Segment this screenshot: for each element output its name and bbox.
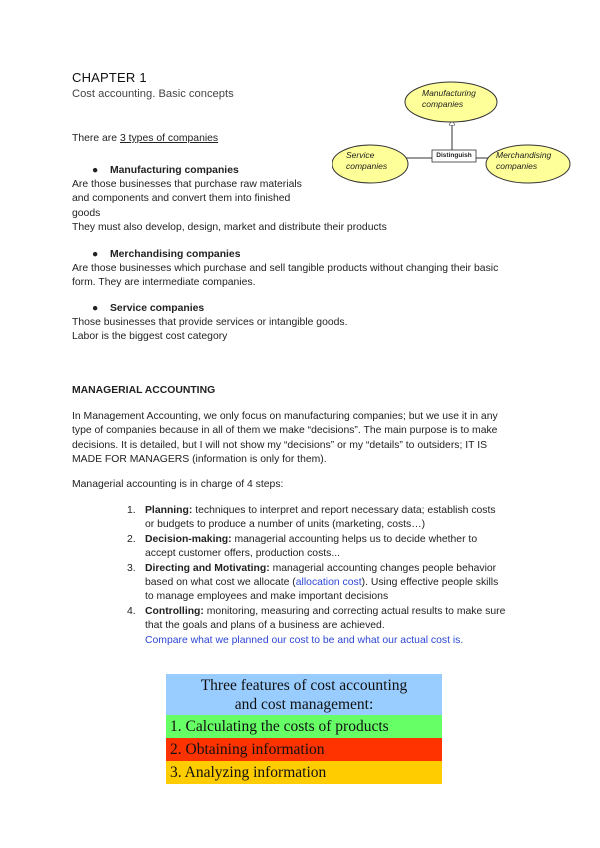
step-term: Decision-making: <box>145 533 232 545</box>
step-term: Planning: <box>145 505 193 516</box>
intro-line <box>72 132 218 146</box>
managerial-heading: MANAGERIAL ACCOUNTING <box>72 385 216 396</box>
bullet-dot: ● <box>92 303 99 314</box>
feature-item-3: 3. Analyzing information <box>166 761 442 784</box>
types-link: 3 types of companies <box>119 133 219 144</box>
step-term: Controlling: <box>145 605 204 617</box>
step-text: ). Using effective people skills <box>361 577 499 589</box>
text-line: They must also develop, design, market and distribute their products <box>72 222 387 234</box>
step-planning <box>127 504 535 533</box>
step-text: managerial accounting changes people behavior <box>269 562 497 574</box>
chapter-title: CHAPTER 1 <box>72 70 147 85</box>
text-line: In Management Accounting, we only focus on manufacturing companies; but we use it in any <box>72 411 498 422</box>
step-text: or budgets to produce a number of units (marketing, costs…) <box>145 519 426 531</box>
step-controlling <box>127 605 535 648</box>
feature-item-2: 2. Obtaining information <box>166 738 442 761</box>
step-number: 2. <box>127 533 136 545</box>
steps-list <box>127 504 535 648</box>
features-title-line: and cost management: <box>234 696 374 713</box>
step-text: monitoring, measuring and correcting actual results to make sure <box>203 605 506 617</box>
text-line: MADE FOR MANAGERS (information is only for them). <box>72 454 327 466</box>
feature-item-1: 1. Calculating the costs of products <box>166 715 442 738</box>
step-term: Directing and Motivating: <box>145 562 270 574</box>
text-line: type of companies because in all of them we make “decisions”. The main purpose is to make <box>72 425 498 437</box>
merchandising-description <box>72 262 498 291</box>
bullet-merchandising <box>92 248 241 262</box>
diagram-merchandising-label: Merchandising companies <box>496 150 552 171</box>
step-text: to manage employees and make important decisions <box>145 591 389 603</box>
bullet-merchandising-title: Merchandising companies <box>110 249 241 260</box>
features-title <box>166 674 442 715</box>
intro-prefix: There are <box>72 133 120 144</box>
text-line: Those businesses that provide services or intangible goods. <box>72 317 348 328</box>
text-line: and components and convert them into finished <box>72 193 291 205</box>
text-line: Are those businesses that purchase raw materials <box>72 179 302 190</box>
step-decision-making <box>127 533 535 562</box>
allocation-cost-link: allocation cost <box>295 577 362 589</box>
text-line: goods <box>72 207 101 219</box>
text-line: decisions. It is detailed, but I will not show my “decisions” or my “details” to outsiders; IT IS <box>72 439 488 451</box>
diagram-distinguish-label: Distinguish <box>436 152 472 159</box>
diagram-service-label: Service companies <box>346 150 388 171</box>
step-text: that the goals and plans of a business are achieved. <box>145 620 385 632</box>
company-types-diagram <box>332 80 572 190</box>
bullet-manufacturing <box>92 164 239 178</box>
steps-intro: Managerial accounting is in charge of 4 steps: <box>72 479 284 490</box>
step-text: based on what cost we allocate ( <box>145 577 296 589</box>
bullet-service <box>92 302 205 316</box>
step-text: managerial accounting helps us to decide whether to <box>231 533 478 545</box>
text-line: Are those businesses which purchase and sell tangible products without changing their basic <box>72 263 499 274</box>
managerial-paragraph <box>72 410 498 468</box>
text-line: form. They are intermediate companies. <box>72 277 256 289</box>
step-number: 3. <box>127 562 136 574</box>
bullet-manufacturing-title: Manufacturing companies <box>110 165 239 176</box>
bullet-dot: ● <box>92 249 99 260</box>
features-box <box>166 674 442 784</box>
bullet-dot: ● <box>92 165 99 176</box>
step-directing <box>127 562 535 605</box>
step-text: accept customer offers, production costs... <box>145 548 341 560</box>
features-title-line: Three features of cost accounting <box>200 677 408 694</box>
chapter-subtitle: Cost accounting. Basic concepts <box>72 88 234 100</box>
compare-note: Compare what we planned our cost to be and what our actual cost is. <box>145 634 464 646</box>
text-line: Labor is the biggest cost category <box>72 331 228 343</box>
step-number: 1. <box>127 505 136 516</box>
step-text: techniques to interpret and report necessary data; establish costs <box>192 505 496 516</box>
step-number: 4. <box>127 605 136 617</box>
bullet-service-title: Service companies <box>110 303 205 314</box>
diagram-manufacturing-label: Manufacturing companies <box>422 88 476 109</box>
service-description <box>72 316 348 345</box>
manufacturing-description <box>72 178 387 236</box>
